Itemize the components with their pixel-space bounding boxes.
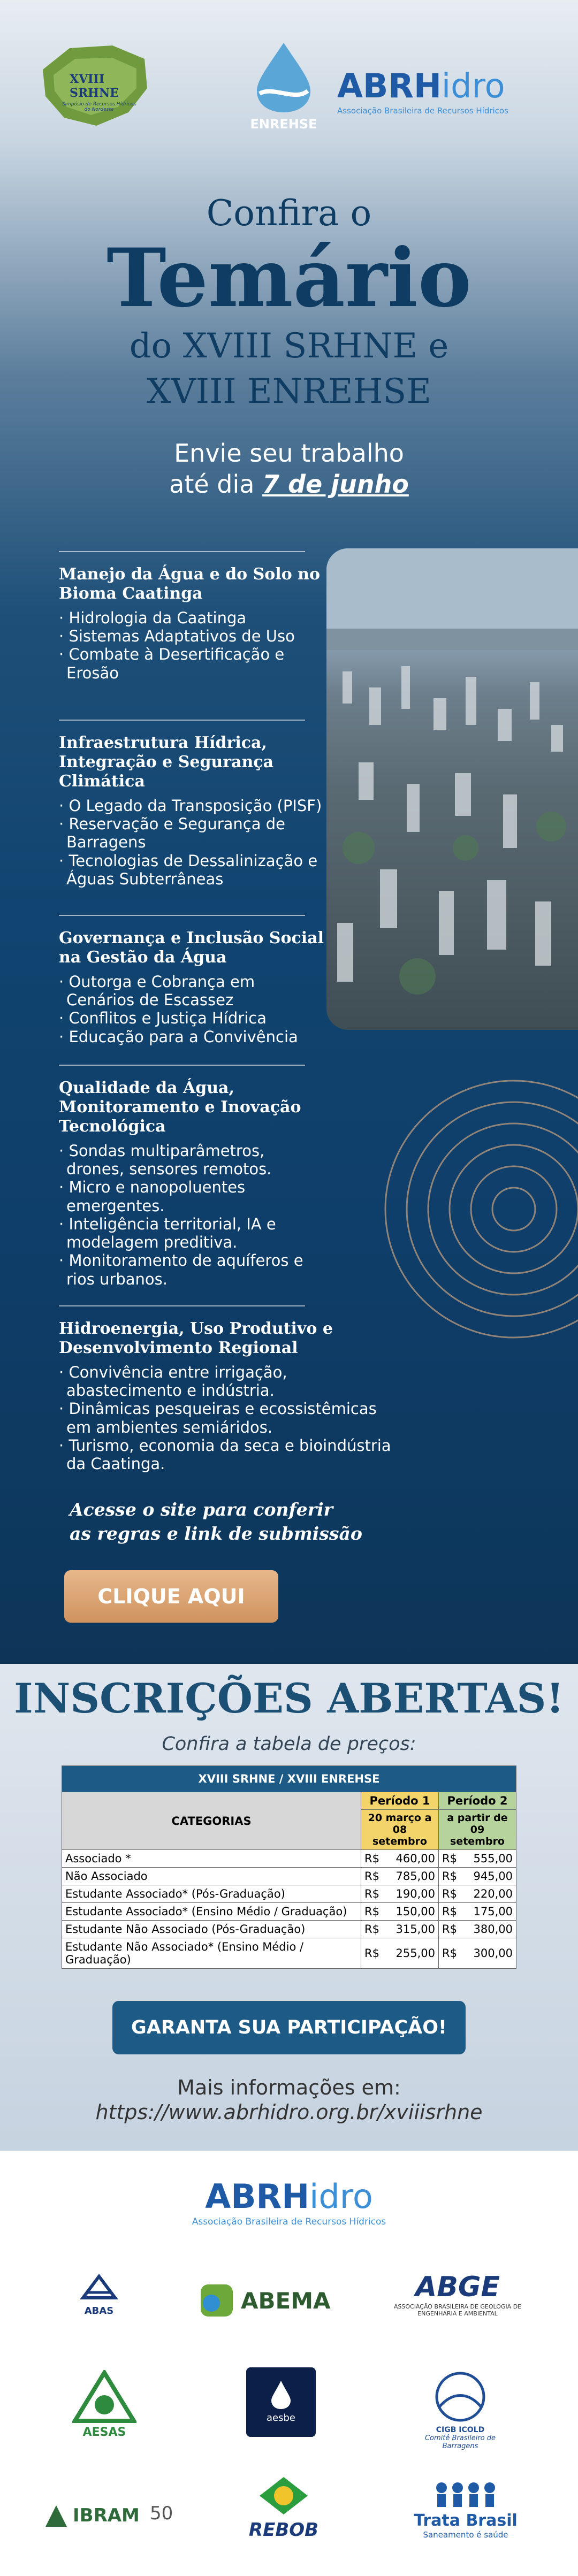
table-row bbox=[62, 1885, 516, 1903]
deadline-line1: Envie seu trabalho bbox=[174, 439, 404, 468]
abge-logo bbox=[375, 2271, 541, 2317]
deadline-date: 7 de junho bbox=[262, 470, 409, 499]
period1-dates: 20 março a 08 setembro bbox=[361, 1810, 439, 1850]
more-info-link[interactable]: https://www.abrhidro.org.br/xviiisrhne bbox=[95, 2100, 483, 2124]
period1-header: Período 1 bbox=[361, 1792, 439, 1810]
more-info-label: Mais informações em: bbox=[177, 2076, 401, 2099]
aesbe-drop-icon bbox=[265, 2378, 297, 2410]
price-table bbox=[62, 1765, 516, 1969]
ibram-years: 50 bbox=[150, 2503, 173, 2524]
abrhidro-idro: idro bbox=[441, 66, 505, 105]
abrhidro-partner-sub: Associação Brasileira de Recursos Hídricos bbox=[192, 2216, 386, 2227]
topic-item: · Educação para a Convivência bbox=[59, 1028, 326, 1046]
abge-sub: ASSOCIAÇÃO BRASILEIRA DE GEOLOGIA DE ENGENHARIA E AMBIENTAL bbox=[393, 2303, 522, 2317]
topic-item: · Dinâmicas pesqueiras e ecossistêmicas em ambientes semiáridos. bbox=[59, 1400, 401, 1436]
row-price-p2: 380,00 bbox=[467, 1921, 516, 1938]
more-info bbox=[0, 2076, 578, 2124]
price-table-header-row bbox=[62, 1792, 516, 1810]
topic-title: Governança e Inclusão Social na Gestão da Água bbox=[59, 929, 324, 967]
clique-aqui-button[interactable]: CLIQUE AQUI bbox=[64, 1570, 278, 1623]
row-category: Estudante Não Associado* (Ensino Médio / Graduação) bbox=[62, 1938, 361, 1969]
abas-logo bbox=[70, 2271, 128, 2317]
abrhidro-abrh: ABRH bbox=[337, 66, 442, 105]
topic-1 bbox=[59, 551, 326, 682]
abge-name: ABGE bbox=[415, 2271, 500, 2303]
price-table-title-row bbox=[62, 1766, 516, 1792]
registration-title: INSCRIÇÕES ABERTAS! bbox=[14, 1675, 564, 1722]
row-category: Estudante Associado* (Pós-Graduação) bbox=[62, 1885, 361, 1903]
row-category: Não Associado bbox=[62, 1868, 361, 1885]
city-skyline-image bbox=[326, 548, 578, 1030]
header-logos bbox=[0, 32, 578, 139]
rebob-icon bbox=[257, 2474, 310, 2517]
table-row bbox=[62, 1921, 516, 1938]
ibram-logo bbox=[43, 2498, 182, 2536]
topic-item: · Monitoramento de aquíferos e rios urbanos. bbox=[59, 1251, 326, 1288]
abema-icon bbox=[195, 2279, 238, 2322]
table-row bbox=[62, 1868, 516, 1885]
cbdb-icon bbox=[428, 2370, 492, 2424]
topic-divider bbox=[59, 551, 305, 552]
topic-item: · Micro e nanopoluentes emergentes. bbox=[59, 1178, 326, 1214]
cbdb-sub: Comitê Brasileiro de Barragens bbox=[424, 2434, 496, 2450]
currency: R$ bbox=[439, 1903, 467, 1921]
aesbe-name: aesbe bbox=[267, 2412, 295, 2424]
currency: R$ bbox=[439, 1885, 467, 1903]
abrhidro-abrh: ABRH bbox=[205, 2177, 310, 2216]
garanta-participacao-button[interactable]: GARANTA SUA PARTICIPAÇÃO! bbox=[112, 2001, 466, 2054]
rebob-name: REBOB bbox=[248, 2519, 319, 2541]
access-text bbox=[70, 1498, 362, 1546]
cbdb-logo bbox=[407, 2370, 514, 2450]
headline-line4: XVIII ENREHSE bbox=[147, 372, 431, 411]
row-price-p1: 460,00 bbox=[389, 1850, 439, 1868]
headline-title: Temário bbox=[107, 231, 471, 325]
srhne-logo bbox=[32, 37, 155, 134]
topic-item: · Sondas multiparâmetros, drones, sensores remotos. bbox=[59, 1142, 326, 1178]
topic-divider bbox=[59, 915, 305, 916]
row-price-p1: 315,00 bbox=[389, 1921, 439, 1938]
srhne-logo-sub: Simpósio de Recursos Hídricos do Nordeste bbox=[62, 102, 136, 112]
abema-logo bbox=[195, 2279, 351, 2322]
currency: R$ bbox=[439, 1921, 467, 1938]
trata-brasil-logo bbox=[407, 2477, 524, 2540]
cbdb-name: CIGB ICOLD bbox=[436, 2426, 485, 2434]
row-price-p2: 300,00 bbox=[467, 1938, 516, 1969]
table-row bbox=[62, 1938, 516, 1969]
currency: R$ bbox=[439, 1850, 467, 1868]
currency: R$ bbox=[439, 1868, 467, 1885]
topic-item: · Turismo, economia da seca e bioindústria da Caatinga. bbox=[59, 1436, 401, 1473]
partners-section bbox=[0, 2151, 578, 2576]
topic-4 bbox=[59, 1065, 326, 1288]
topic-item: · Convivência entre irrigação, abastecimento e indústria. bbox=[59, 1363, 401, 1400]
row-price-p1: 255,00 bbox=[389, 1938, 439, 1969]
trata-brasil-sub: Saneamento é saúde bbox=[423, 2530, 508, 2540]
currency: R$ bbox=[439, 1938, 467, 1969]
access-line2: as regras e link de submissão bbox=[70, 1523, 362, 1544]
abrhidro-partner-logo bbox=[182, 2177, 396, 2227]
topic-item: · Tecnologias de Dessalinização e Águas Subterrâneas bbox=[59, 852, 326, 888]
trata-brasil-name: Trata Brasil bbox=[414, 2511, 518, 2530]
row-price-p1: 190,00 bbox=[389, 1885, 439, 1903]
topic-title: Manejo da Água e do Solo no Bioma Caatinga bbox=[59, 565, 320, 603]
topic-title: Qualidade da Água, Monitoramento e Inovação Tecnológica bbox=[59, 1079, 301, 1136]
table-row bbox=[62, 1850, 516, 1868]
topic-2 bbox=[59, 720, 326, 888]
topic-item: · O Legado da Transposição (PISF) bbox=[59, 797, 326, 815]
abema-name: ABEMA bbox=[241, 2288, 331, 2314]
enrehse-logo bbox=[235, 37, 332, 134]
abrhidro-sub: Associação Brasileira de Recursos Hídricos bbox=[337, 106, 508, 116]
srhne-logo-text: XVIII SRHNE bbox=[70, 72, 119, 100]
deadline-line2 bbox=[0, 470, 578, 499]
topic-3 bbox=[59, 915, 326, 1046]
topic-item: · Inteligência territorial, IA e modelagem preditiva. bbox=[59, 1215, 326, 1251]
row-category: Estudante Não Associado (Pós-Graduação) bbox=[62, 1921, 361, 1938]
table-row bbox=[62, 1903, 516, 1921]
period2-header: Período 2 bbox=[439, 1792, 516, 1810]
rebob-logo bbox=[225, 2474, 343, 2541]
aesas-logo bbox=[64, 2370, 144, 2439]
headline-line3: do XVIII SRHNE e bbox=[129, 326, 449, 366]
registration-subtitle: Confira a tabela de preços: bbox=[162, 1733, 416, 1755]
row-price-p2: 220,00 bbox=[467, 1885, 516, 1903]
city-aerial-photo bbox=[326, 548, 578, 1030]
abrhidro-idro: idro bbox=[309, 2177, 373, 2216]
aesbe-logo bbox=[246, 2367, 316, 2437]
topic-divider bbox=[59, 1065, 305, 1066]
row-price-p1: 785,00 bbox=[389, 1868, 439, 1885]
topic-title: Hidroenergia, Uso Produtivo e Desenvolvimento Regional bbox=[59, 1319, 333, 1357]
topic-item: · Outorga e Cobrança em Cenários de Escassez bbox=[59, 973, 326, 1009]
row-price-p2: 555,00 bbox=[467, 1850, 516, 1868]
trata-brasil-icon bbox=[431, 2477, 500, 2509]
abas-icon bbox=[78, 2271, 120, 2303]
water-drop-icon bbox=[235, 37, 332, 112]
access-line1: Acesse o site para conferir bbox=[70, 1499, 333, 1520]
deadline-prefix: até dia bbox=[169, 470, 263, 499]
row-price-p2: 175,00 bbox=[467, 1903, 516, 1921]
topic-title: Infraestrutura Hídrica, Integração e Segurança Climática bbox=[59, 733, 274, 791]
headline-line1: Confira o bbox=[206, 193, 372, 234]
categories-header: CATEGORIAS bbox=[62, 1792, 361, 1850]
ibram-name: IBRAM bbox=[73, 2505, 140, 2526]
topic-divider bbox=[59, 720, 305, 721]
currency: R$ bbox=[361, 1903, 390, 1921]
row-price-p2: 945,00 bbox=[467, 1868, 516, 1885]
currency: R$ bbox=[361, 1921, 390, 1938]
currency: R$ bbox=[361, 1938, 390, 1969]
abrhidro-logo bbox=[337, 66, 530, 128]
ibram-icon bbox=[43, 2503, 70, 2529]
row-price-p1: 150,00 bbox=[389, 1903, 439, 1921]
price-table-title: XVIII SRHNE / XVIII ENREHSE bbox=[62, 1766, 516, 1792]
aesas-name: AESAS bbox=[82, 2426, 126, 2439]
row-category: Associado * bbox=[62, 1850, 361, 1868]
topic-item: · Conflitos e Justiça Hídrica bbox=[59, 1009, 326, 1027]
enrehse-logo-text: ENREHSE bbox=[250, 117, 317, 132]
topic-item: · Hidrologia da Caatinga bbox=[59, 609, 326, 627]
topic-item: · Reservação e Segurança de Barragens bbox=[59, 815, 326, 851]
row-category: Estudante Associado* (Ensino Médio / Graduação) bbox=[62, 1903, 361, 1921]
currency: R$ bbox=[361, 1868, 390, 1885]
topic-item: · Sistemas Adaptativos de Uso bbox=[59, 627, 326, 645]
aesas-icon bbox=[72, 2370, 136, 2424]
topic-item: · Combate à Desertificação e Erosão bbox=[59, 645, 326, 682]
abas-name: ABAS bbox=[84, 2305, 114, 2317]
currency: R$ bbox=[361, 1850, 390, 1868]
topic-divider bbox=[59, 1305, 305, 1306]
period2-dates: a partir de 09 setembro bbox=[439, 1810, 516, 1850]
currency: R$ bbox=[361, 1885, 390, 1903]
topic-5 bbox=[59, 1305, 519, 1473]
